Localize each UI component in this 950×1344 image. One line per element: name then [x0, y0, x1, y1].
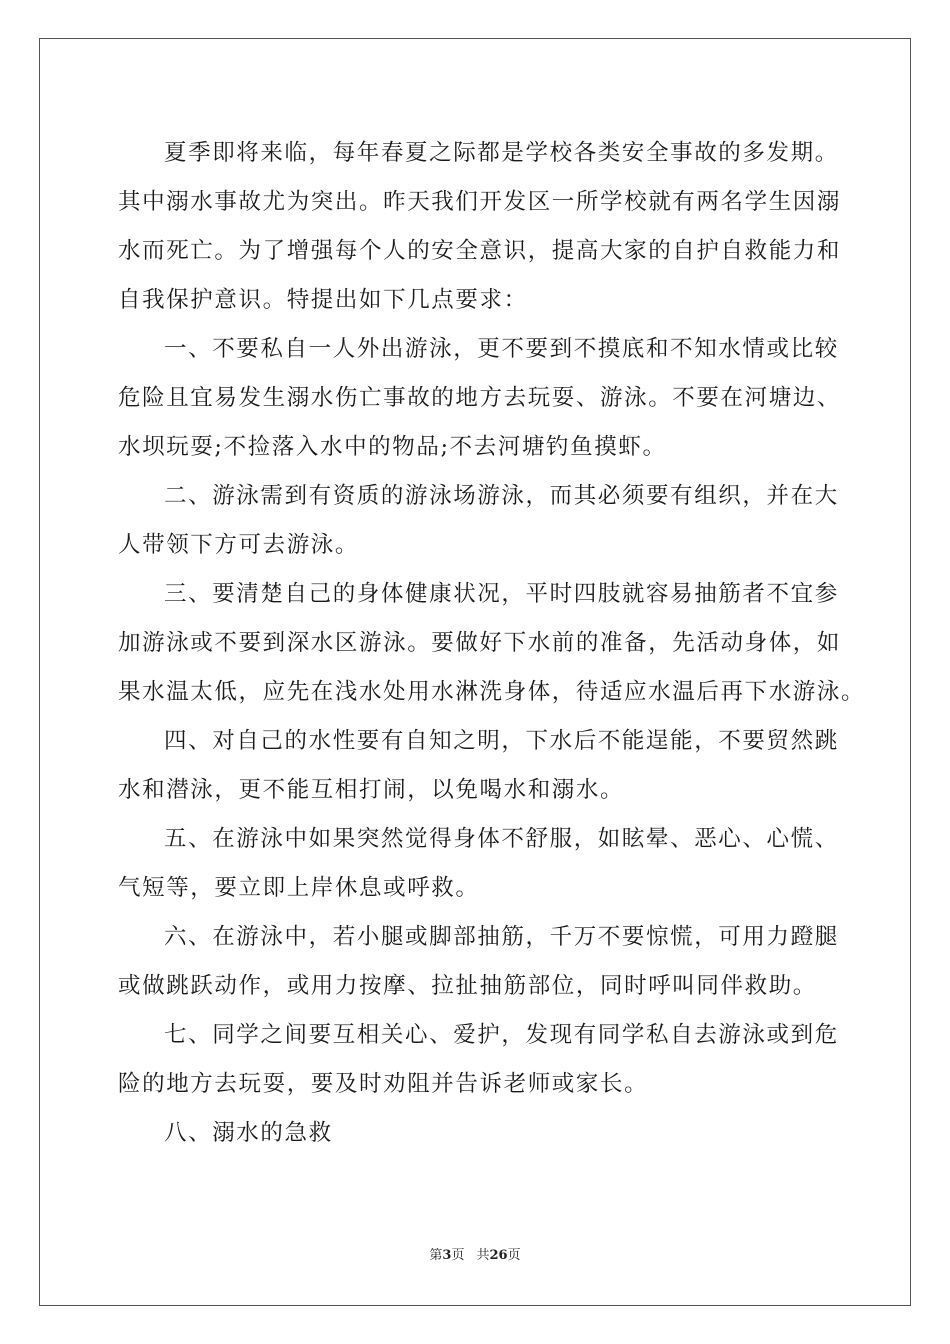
- text-line: 一、不要私自一人外出游泳，更不要到不摸底和不知水情或比较: [164, 336, 839, 362]
- page-suffix: 页: [451, 1248, 465, 1263]
- text-line: 自我保护意识。特提出如下几点要求：: [118, 287, 528, 313]
- text-line: 水和潜泳，更不能互相打闹，以免喝水和溺水。: [118, 777, 625, 803]
- text-line: 二、游泳需到有资质的游泳场游泳，而其必须要有组织，并在大: [164, 483, 839, 509]
- text-line: 三、要清楚自己的身体健康状况，平时四肢就容易抽筋者不宜参: [164, 581, 839, 607]
- text-line: 险的地方去玩耍，要及时劝阻并告诉老师或家长。: [118, 1071, 649, 1097]
- page-footer: [0, 1247, 950, 1265]
- text-line: 危险且宜易发生溺水伤亡事故的地方去玩耍、游泳。不要在河塘边、: [118, 385, 842, 411]
- total-prefix: 共: [476, 1248, 490, 1263]
- text-line: 水坝玩耍;不捡落入水中的物品;不去河塘钓鱼摸虾。: [118, 434, 667, 460]
- text-line: 或做跳跃动作，或用力按摩、拉扯抽筋部位，同时呼叫同伴救助。: [118, 973, 817, 999]
- text-line: 其中溺水事故尤为突出。昨天我们开发区一所学校就有两名学生因溺: [118, 189, 842, 215]
- document-body: [118, 129, 866, 1158]
- text-line: 加游泳或不要到深水区游泳。要做好下水前的准备，先活动身体，如: [118, 630, 842, 656]
- text-line: 四、对自己的水性要有自知之明，下水后不能逞能，不要贸然跳: [164, 728, 839, 754]
- text-line: 六、在游泳中，若小腿或脚部抽筋，千万不要惊慌，可用力蹬腿: [164, 924, 839, 950]
- page-prefix: 第: [429, 1248, 443, 1263]
- section-heading: 八、溺水的急救: [164, 1120, 333, 1146]
- text-line: 夏季即将来临，每年春夏之际都是学校各类安全事故的多发期。: [164, 140, 839, 166]
- total-pages: 26: [489, 1248, 508, 1263]
- text-line: 水而死亡。为了增强每个人的安全意识，提高大家的自护自救能力和: [118, 238, 842, 264]
- text-line: 七、同学之间要互相关心、爱护，发现有同学私自去游泳或到危: [164, 1022, 839, 1048]
- text-line: 五、在游泳中如果突然觉得身体不舒服，如眩晕、恶心、心慌、: [164, 826, 839, 852]
- text-line: 气短等，要立即上岸休息或呼救。: [118, 875, 480, 901]
- total-suffix: 页: [507, 1248, 521, 1263]
- text-line: 人带领下方可去游泳。: [118, 532, 360, 558]
- page-number: 3: [442, 1248, 452, 1263]
- text-line: 果水温太低，应先在浅水处用水淋洗身体，待适应水温后再下水游泳。: [118, 679, 866, 705]
